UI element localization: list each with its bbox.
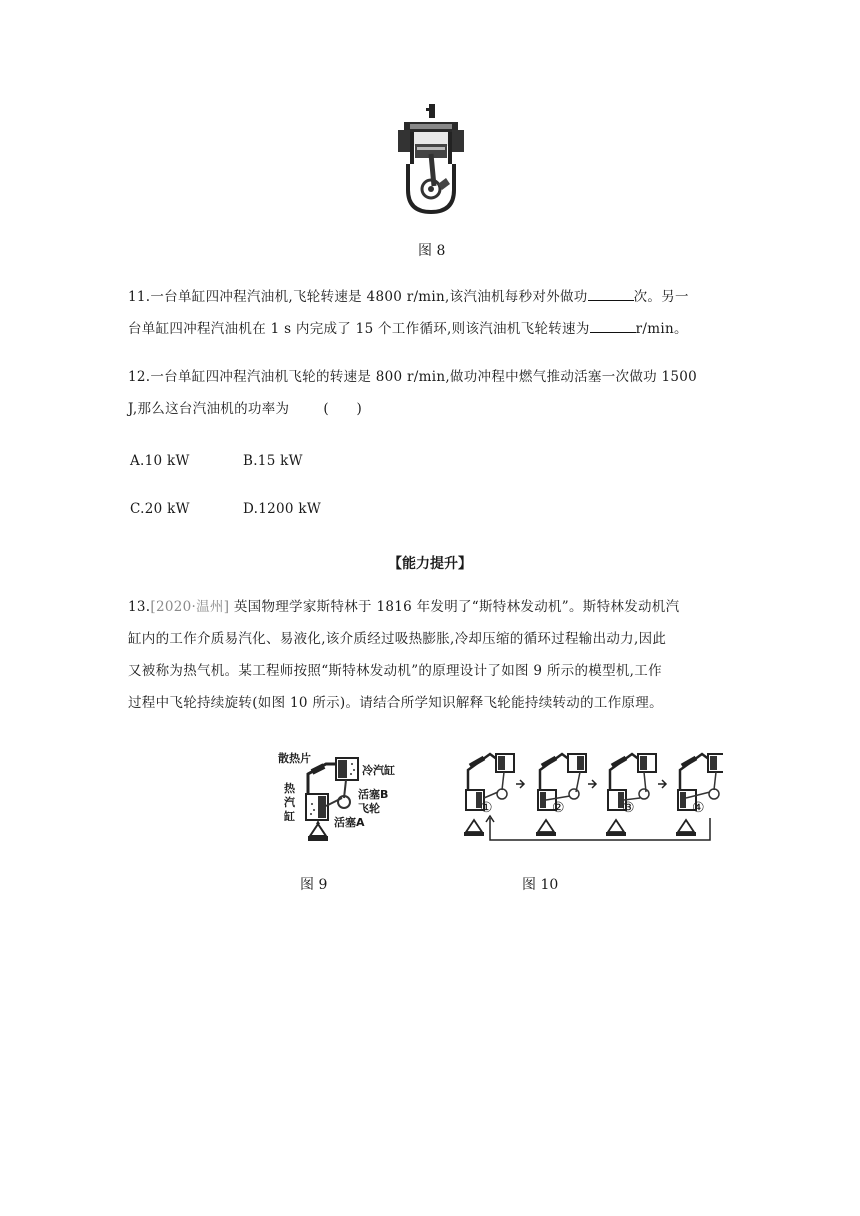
question-11 (128, 281, 689, 345)
answer-blank[interactable] (590, 318, 636, 333)
label-cold-cylinder: 冷汽缸 (362, 764, 395, 777)
arrow-right-icon (658, 780, 666, 788)
figure-10-cycle-diagram (458, 744, 723, 844)
question-12-line-2: J,那么这台汽油机的功率为 ( ) (128, 401, 363, 417)
question-13-line-3: 又被称为热气机。某工程师按照“斯特林发动机”的原理设计了如图 9 所示的模型机,工作 (128, 663, 662, 679)
label-piston-a: 活塞A (334, 816, 365, 829)
option-b[interactable]: B.15 kW (243, 453, 303, 469)
answer-bracket[interactable]: ( ) (323, 401, 363, 417)
alcohol-lamp-shape (310, 824, 326, 836)
question-13 (128, 591, 679, 719)
cycle-step-unit-2 (536, 754, 586, 836)
cycle-step-unit-1 (464, 754, 514, 836)
question-13-line-4: 过程中飞轮持续旋转(如图 10 所示)。请结合所学知识解释飞轮能持续转动的工作原理。 (128, 695, 663, 711)
option-a[interactable]: A.10 kW (130, 453, 190, 469)
question-11-line-2: 台单缸四冲程汽油机在 1 s 内完成了 15 个工作循环,则该汽油机飞轮转速为 r/min。 (128, 313, 689, 345)
question-11-line-1: 11.一台单缸四冲程汽油机,飞轮转速是 4800 r/min,该汽油机每秒对外做功 次。另一 (128, 281, 689, 313)
arrow-right-icon (516, 780, 524, 788)
figure-9-caption: 图 9 (300, 877, 328, 893)
step-3-marker: ③ (622, 800, 635, 816)
option-d[interactable]: D.1200 kW (243, 501, 322, 517)
label-flywheel: 飞轮 (358, 802, 380, 815)
cycle-step-unit-3 (606, 754, 656, 836)
figure-8-caption: 图 8 (418, 243, 446, 259)
section-heading: 【能力提升】 (388, 556, 472, 572)
figure-9-stirling-model (278, 746, 408, 846)
label-heat-sink: 散热片 (278, 752, 311, 765)
answer-blank[interactable] (588, 286, 634, 301)
step-1-marker: ① (480, 800, 493, 816)
arrow-right-icon (588, 780, 596, 788)
return-loop-arrow (490, 818, 710, 840)
question-12-line-1: 12.一台单缸四冲程汽油机飞轮的转速是 800 r/min,做功冲程中燃气推动活塞一次做功 1500 (128, 369, 698, 385)
step-4-marker: ④ (692, 800, 705, 816)
label-piston-b: 活塞B (358, 788, 389, 801)
label-steam: 汽 (284, 796, 295, 809)
figure-10-caption: 图 10 (522, 877, 559, 893)
question-13-line-2: 缸内的工作介质易汽化、易液化,该介质经过吸热膨胀,冷却压缩的循环过程输出动力,因此 (128, 631, 667, 647)
step-2-marker: ② (552, 800, 565, 816)
source-tag: [2020·温州] (150, 599, 230, 615)
question-13-line-1: 13.[2020·温州] 英国物理学家斯特林于 1816 年发明了“斯特林发动机”。斯特林发动机汽 (128, 599, 680, 615)
figure-8-engine-diagram (396, 104, 466, 216)
label-cylinder: 缸 (284, 810, 295, 823)
cycle-step-unit-4 (676, 754, 723, 836)
label-hot: 热 (284, 782, 295, 795)
option-c[interactable]: C.20 kW (130, 501, 190, 517)
question-12 (128, 361, 697, 425)
